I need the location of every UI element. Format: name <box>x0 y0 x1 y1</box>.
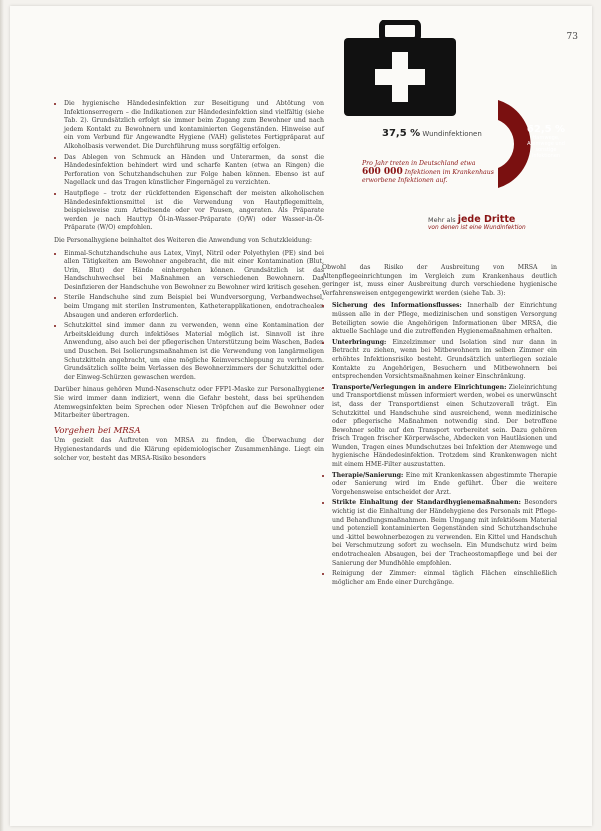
page-number: 73 <box>566 32 578 42</box>
item-text: Einzelzimmer und Isolation sind nur dann in Betracht zu ziehen, wenn bei Mitbewohnern im selben Zimmer ein erhöhtes Infektionsrisiko besteht. Grundsätzlich unterliegen soziale Kontakte zu Angehörigen, Besuchern und Mitbewohnern bei entsprechenden Vorsichtsmaßnahmen keiner Einschränkung. <box>332 338 557 381</box>
donut-caption: Harnwege, Atemwege und sonstige Infektionen <box>527 135 565 159</box>
document-page <box>10 6 592 826</box>
list-item <box>332 384 557 470</box>
stat-600-value: 600 000 <box>362 167 403 177</box>
paragraph-mrsa: Um gezielt das Auftreten von MRSA zu finden, die Überwachung der Hygienestandards und die Klärung epidemiologischer Zusammenhänge. Liegt ein solcher vor, besteht das MRSA-Risiko besonders <box>54 437 324 462</box>
stat-37-label: Wundinfektionen <box>422 130 482 138</box>
third-highlight: jede Dritte <box>457 214 516 225</box>
item-text: Eine mit Krankenkassen abgestimmte Therapie oder Sanierung wird im Ende geführt. Über die weitere Vorgehensweise entscheidet der Arzt. <box>332 471 558 496</box>
list-item: • Die hygienische Händedesinfektion zur Beseitigung und Abtötung von Infektionserregern – die Indikationen zur Händedesinfektion sind vielfältig (siehe Tab. 2). Grundsätzlich erfolgt sie immer beim Zugang zum Bewohner und nach jedem Kontakt zu Bewohnern und kontaminierten Gegenständen. Hinweise auf ein vom Verbund für Angewandte Hygiene (VAH) gelistetes Fertigpräparat auf Alkoholbasis verwendet. Die Durchführung muss sorgfältig erfolgen. <box>64 100 324 152</box>
list-item: • Hautpflege – trotz der rückfettenden Eigenschaft der meisten alkoholischen Händedesinfektionsmittel ist die Verwendung von Hautpflegemitteln, beispielsweise zum Arbeitsende oder vor Pausen, angeraten. Als Präparate werden je nach Hauttyp Öl-in-Wasser-Präparate (O/W) oder Wasser-in-Öl-Präparate (W/O) empfohlen. <box>64 190 324 233</box>
list-item: • Das Ablegen von Schmuck an Händen und Unterarmen, da sonst die Händedesinfektion behindert wird und scharfe Kanten (etwa an Ringen) die Perforation von Schutzhandschuhen zur Folge haben können. Ebenso ist auf Nagellack und das Tragen künstlicher Fingernägel zu verzichten. <box>64 154 324 188</box>
item-text: Besonders wichtig ist die Einhaltung der Händehygiene des Personals mit Pflege- und Behandlungsmaßnahmen. Beim Umgang mit infektiösem Material und potenziell kontaminierten Gegenständen sind Schutzhandschuhe und -kittel bewohnerbezogen zu verwenden. Ein Kittel und Handschuh bei Verschmutzung sofort zu wechseln. Ein Mundschutz wird beim endotrachealen Absaugen, bei der Tracheostomapflege und bei der Sanierung der Mundhöhle empfohlen. <box>332 499 557 567</box>
heading-mrsa: Vorgehen bei MRSA <box>54 425 141 436</box>
item-lead: Therapie/Sanierung: <box>332 471 404 479</box>
item-text: Zieleinrichtung und Transportdienst müssen informiert werden, wobei es unerwünscht ist, dass der Transportdienst einen Schutzoverall trägt. Ein Schutzkittel und Handschuhe sind ausreichend, wenn medizinische oder pflegerische Maßnahmen notwendig sind. Der betroffene Bewohner sollte auf den Transport vorbereitet sein. Dazu gehören frisch Tragen frischer Körperwäsche, Abdecken von Hautläsionen und Wunden, Tragen eines Mundschutzes bei Infektion der Atemwege und hygienische Händedesinfektion. Trotzdem sind Krankenwagen nicht mit einem HME-Filter auszustatten. <box>332 383 557 469</box>
paragraph-mrsa-intro: Obwohl das Risiko der Ausbreitung von MRSA in Altenpflegeeinrichtungen im Vergleich zum Krankenhaus deutlich geringer ist, muss einer Ausbreitung durch verschiedene hygienische Verfahrensweisen entgegengewirkt werden (siehe Tab. 3): <box>322 264 557 297</box>
protective-clothing-list <box>54 250 324 383</box>
list-item <box>332 499 557 568</box>
list-item <box>332 472 557 498</box>
paragraph-gloves-intro: Die Personalhygiene beinhaltet des Weiteren die Anwendung von Schutzkleidung: <box>54 236 312 244</box>
donut-value: 62,5 % <box>526 124 566 135</box>
item-text: Innerhalb der Einrichtung müssen alle in der Pflege, medizinischen und sonstigen Versorgung Beteiligten sowie die Angehörigen Informationen über MRSA, die aktuelle Sachlage und die zutreffenden Hygienemaßnahmen erhalten. <box>332 302 558 336</box>
list-item: • Schutzkittel sind immer dann zu verwenden, wenn eine Kontamination der Arbeitskleidung durch infektiöses Material möglich ist. Sinnvoll ist ihre Anwendung, also auch bei der pflegerischen Unterstützung beim Waschen, Baden und Duschen. Bei Isolierungsmaßnahmen ist die Verwendung von langärmeligen Schutzkitteln angebracht, um eine mögliche Keimverschleppung zu verhindern. Grundsätzlich sollte beim Verlassen des Bewohnerzimmers der Schutzkittel oder der Einweg-Schürzen gewaschen werden. <box>64 322 324 382</box>
stat-600-prefix: Pro Jahr treten in Deutschland etwa <box>362 160 476 167</box>
mrsa-measures-list <box>322 302 557 587</box>
stat-600-suffix: Infektionen im Krankenhaus erworbene Infektionen auf. <box>362 169 494 184</box>
page-fold-shadow <box>0 0 4 831</box>
first-aid-kit-icon <box>342 20 458 118</box>
third-prefix: Mehr als <box>428 216 456 224</box>
item-lead: Transporte/Verlegungen in andere Einrichtungen: <box>332 383 507 391</box>
list-item: • Einmal-Schutzhandschuhe aus Latex, Vinyl, Nitril oder Polyethylen (PE) sind bei allen Tätigkeiten am Bewohner angebracht, die mit einer Kontamination (Blut, Urin, Blut) der Hände einhergehen können. Grundsätzlich ist das Handschuhwechsel bei Maßnahmen an verschiedenen Bewohnern. Das Desinfizieren der Handschuhe von Bewohner zu Bewohner wird kritisch gesehen. <box>64 250 324 293</box>
paragraph-mask: Darüber hinaus gehören Mund-Nasenschutz oder FFP1-Maske zur Personalhygiene. Sie wird immer dann indiziert, wenn die Gefahr besteht, dass bei sprühenden Atemwegsinfekten beim Sprechen oder Niesen Tröpfchen auf die Bewohner oder Mitarbeiter übertragen. <box>54 386 324 420</box>
stat-every-third <box>428 214 564 231</box>
list-item <box>332 302 557 336</box>
item-text: Reinigung der Zimmer: einmal täglich Flächen einschließlich möglicher am Ende einer Durchgänge. <box>332 570 557 586</box>
donut-label <box>521 124 571 159</box>
list-item: • Sterile Handschuhe sind zum Beispiel bei Wundversorgung, Verbandwechsel, beim Umgang mit sterilen Instrumenten, Katheterapplikationen, endotrachealen Absaugen und anderen erforderlich. <box>64 294 324 320</box>
right-column <box>322 264 557 589</box>
stat-yearly-infections <box>362 160 512 185</box>
stat-wound-infections <box>382 128 482 139</box>
list-item <box>332 570 557 587</box>
item-lead: Strikte Einhaltung der Standardhygienemaßnahmen: <box>332 499 521 507</box>
item-lead: Sicherung des Informationsflusses: <box>332 302 462 310</box>
hand-hygiene-list <box>54 100 324 233</box>
third-suffix: von denen ist eine Wundinfektion <box>428 225 526 231</box>
list-item <box>332 339 557 382</box>
left-column <box>54 100 324 467</box>
item-lead: Unterbringung: <box>332 338 387 346</box>
stat-37-value: 37,5 % <box>382 128 421 139</box>
